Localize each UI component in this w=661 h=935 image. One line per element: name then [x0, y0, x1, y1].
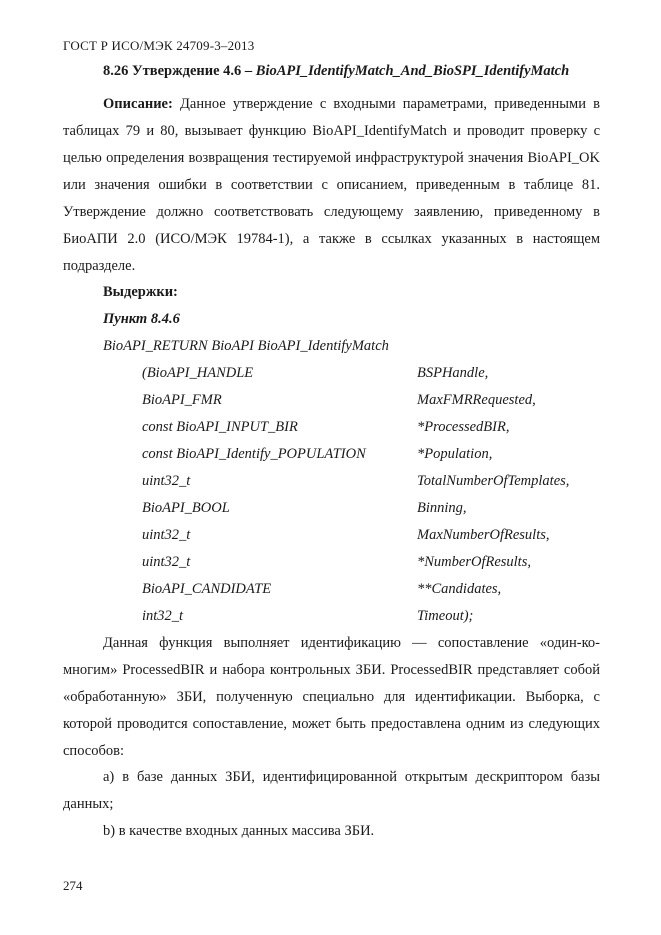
standard-header: ГОСТ Р ИСО/МЭК 24709-3–2013	[63, 38, 255, 53]
param-name: TotalNumberOfTemplates,	[417, 473, 570, 489]
param-row	[0, 554, 661, 581]
section-heading	[103, 63, 569, 80]
clause-label: Пункт 8.4.6	[103, 311, 180, 327]
param-type: (BioAPI_HANDLE	[142, 365, 254, 381]
param-type: BioAPI_BOOL	[142, 500, 230, 516]
body-paragraph: Данная функция выполняет идентификацию — сопоставление «один-ко-многим» ProcessedBIR и набора контрольных ЗБИ. ProcessedBIR представляет собой «обработанную» ЗБИ, полученную специально для идентификации. Выборка, с которой проводится сопоставление, может быть предоставлена одним из следующих способов:	[63, 635, 600, 759]
param-type: uint32_t	[142, 527, 191, 543]
param-row	[0, 392, 661, 419]
param-type: const BioAPI_INPUT_BIR	[142, 419, 298, 435]
param-row	[0, 446, 661, 473]
param-row	[0, 500, 661, 527]
param-row	[0, 473, 661, 500]
param-type: const BioAPI_Identify_POPULATION	[142, 446, 366, 462]
param-row	[0, 419, 661, 446]
param-name: *Population,	[417, 446, 493, 462]
param-type: int32_t	[142, 608, 184, 624]
section-number: 8.26 Утверждение 4.6 –	[103, 63, 253, 79]
description-paragraph	[63, 91, 600, 280]
param-type: BioAPI_FMR	[142, 392, 222, 408]
param-name: Binning,	[417, 500, 467, 516]
param-name: MaxNumberOfResults,	[417, 527, 550, 543]
param-name: **Candidates,	[417, 581, 502, 597]
param-type: uint32_t	[142, 554, 191, 570]
param-name: BSPHandle,	[417, 365, 489, 381]
section-title: BioAPI_IdentifyMatch_And_BioSPI_IdentifyMatch	[255, 63, 570, 79]
param-name: *NumberOfResults,	[417, 554, 531, 570]
param-type: uint32_t	[142, 473, 191, 489]
param-name: MaxFMRRequested,	[417, 392, 536, 408]
param-row	[0, 581, 661, 608]
description-text: Данное утверждение с входными параметрами, приведенными в таблицах 79 и 80, вызывает функцию BioAPI_IdentifyMatch и проводит проверку с целью определения возвращения тестируемой инфраструктурой значения BioAPI_OK или значения ошибки в соответствии с описанием, приведенным в таблице 81. Утверждение должно соответствовать следующему заявлению, приведенному в БиоАПИ 2.0 (ИСО/МЭК 19784-1), а также в ссылках указанных в настоящем подразделе.	[63, 96, 600, 274]
option-a-paragraph: а) в базе данных ЗБИ, идентифицированной открытым дескриптором базы данных;	[63, 769, 600, 812]
param-name: *ProcessedBIR,	[417, 419, 510, 435]
description-label: Описание:	[103, 96, 173, 112]
param-type: BioAPI_CANDIDATE	[142, 581, 272, 597]
excerpts-label: Выдержки:	[103, 284, 178, 300]
option-b-paragraph: b) в качестве входных данных массива ЗБИ.	[103, 823, 375, 839]
param-row	[0, 365, 661, 392]
param-name: Timeout);	[417, 608, 474, 624]
page-number: 274	[63, 878, 83, 893]
param-row	[0, 527, 661, 554]
function-signature: BioAPI_RETURN BioAPI BioAPI_IdentifyMatch	[103, 338, 389, 354]
